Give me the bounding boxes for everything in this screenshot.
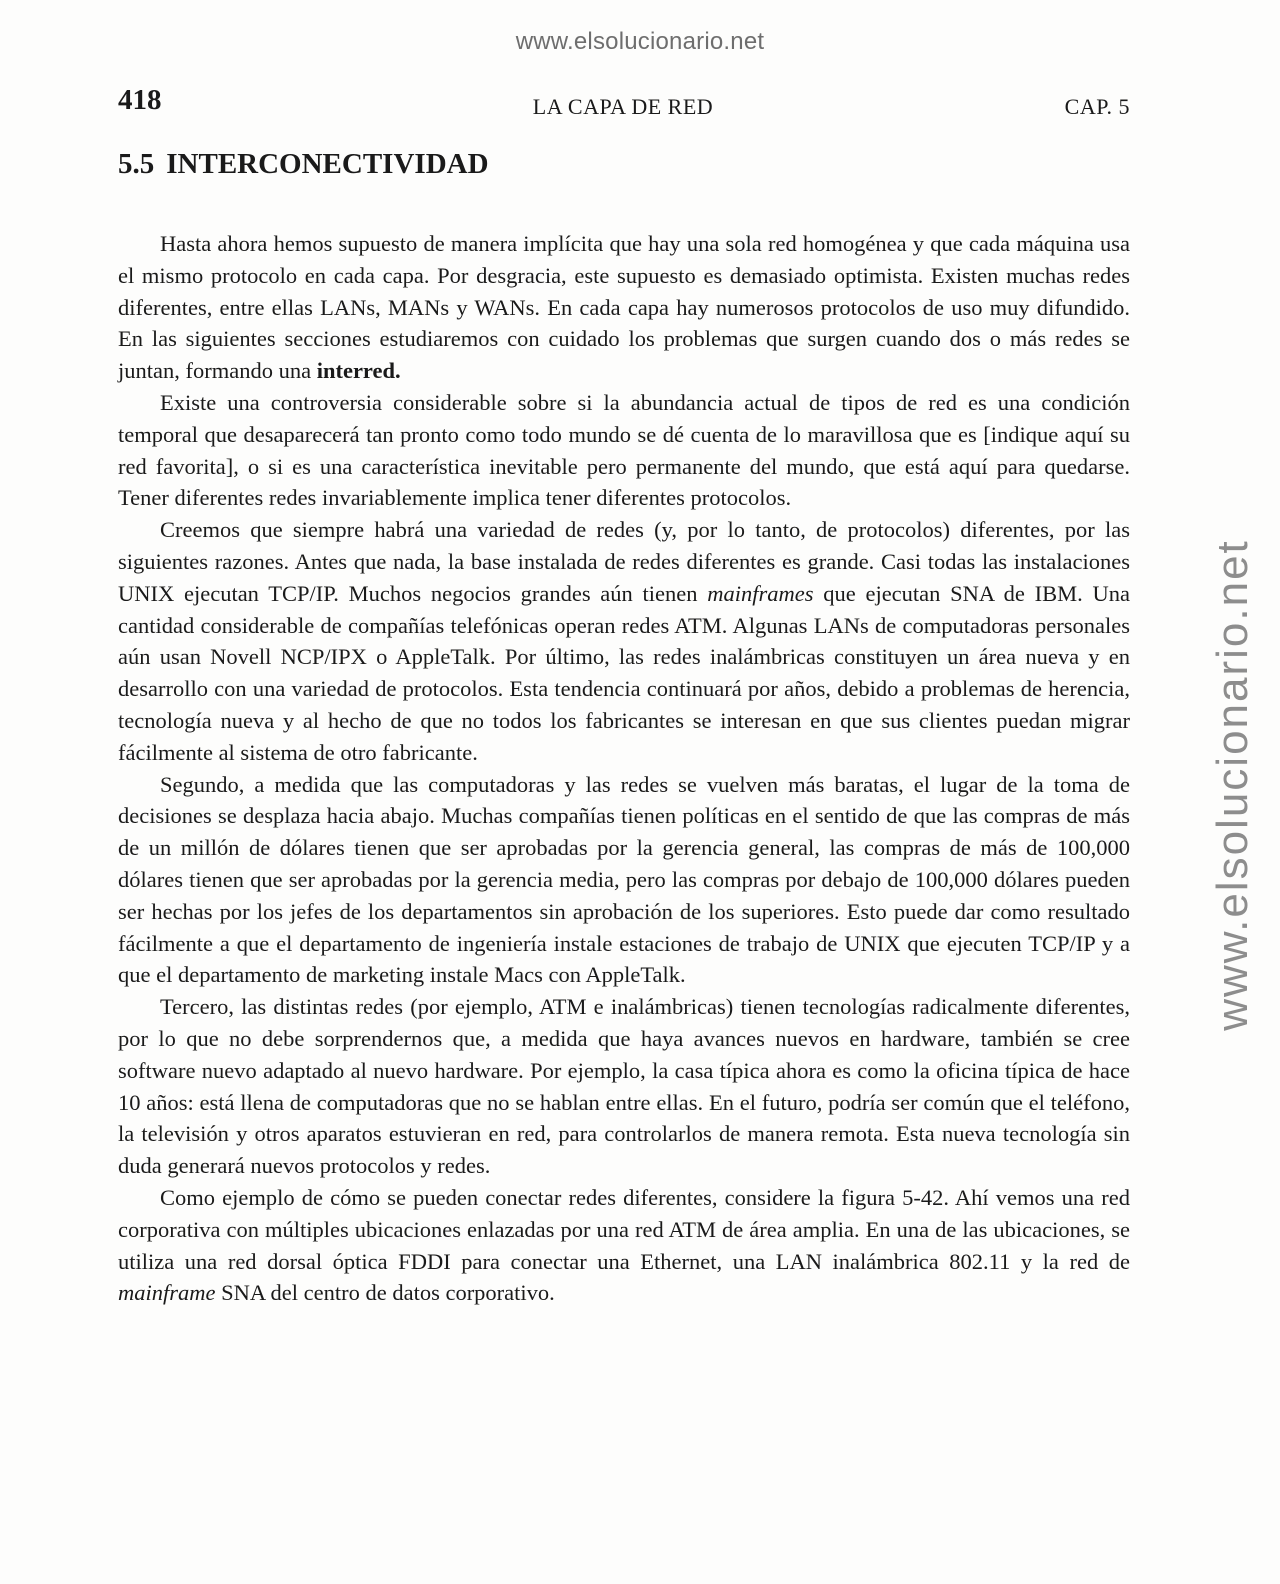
key-term: interred. xyxy=(316,358,401,384)
watermark-top: www.elsolucionario.net xyxy=(515,28,765,55)
paragraph-5 xyxy=(118,991,1130,1182)
italic-term: mainframes xyxy=(707,580,814,606)
paragraph-text: Segundo, a medida que las computadoras y las redes se vuelven más baratas, el lugar de la toma de decisiones se desplaza hacia abajo. Muchas compañías tienen políticas en el sentido de que las compras de más de un millón de dólares tienen que ser aprobadas por la gerencia general, las compras de más de 100,000 dólares tienen que ser aprobadas por la gerencia media, pero las compras por debajo de 100,000 dólares pueden ser hechas por los jefes de los departamentos sin aprobación de los superiores. Esto puede dar como resultado fácilmente a que el departamento de ingeniería instale estaciones de trabajo de UNIX que ejecuten TCP/IP y a que el departamento de marketing instale Macs con AppleTalk. xyxy=(118,771,1130,988)
paragraph-6 xyxy=(118,1182,1130,1309)
paragraph-text: SNA del centro de datos corporativo. xyxy=(215,1280,555,1306)
paragraph-3 xyxy=(118,514,1130,768)
watermark-side: www.elsolucionario.net xyxy=(1208,539,1257,1031)
section-title xyxy=(118,148,489,181)
chapter-label: CAP. 5 xyxy=(1064,94,1130,119)
section-number: 5.5 xyxy=(118,148,155,180)
running-title: LA CAPA DE RED xyxy=(532,94,714,119)
italic-term: mainframe xyxy=(118,1280,216,1306)
paragraph-text: que ejecutan SNA de IBM. Una cantidad considerable de compañías telefónicas operan redes ATM. Algunas LANs de computadoras personales aún usan Novell NCP/IPX o AppleTalk. Por último, las redes inalámbricas constituyen un área nueva y en desarrollo con una variedad de protocolos. Esta tendencia continuará por años, debido a problemas de herencia, tecnología nueva y al hecho de que no todos los fabricantes se interesan en que sus clientes puedan migrar fácilmente al sistema de otro fabricante. xyxy=(118,580,1130,765)
paragraph-text: Existe una controversia considerable sobre si la abundancia actual de tipos de red es una condición temporal que desaparecerá tan pronto como todo mundo se dé cuenta de lo maravillosa que es [indique aquí su red favorita], o si es una característica inevitable pero permanente del mundo, que está aquí para quedarse. Tener diferentes redes invariablemente implica tener diferentes protocolos. xyxy=(118,389,1130,511)
paragraph-text: Como ejemplo de cómo se pueden conectar redes diferentes, considere la figura 5-42. Ahí vemos una red corporativa con múltiples ubicaciones enlazadas por una red ATM de área amplia. En una de las ubicaciones, se utiliza una red dorsal óptica FDDI para conectar una Ethernet, una LAN inalámbrica 802.11 y la red de xyxy=(118,1184,1130,1274)
paragraph-2 xyxy=(118,387,1130,514)
paragraph-4 xyxy=(118,769,1130,992)
body-text xyxy=(118,228,1130,1309)
section-title-text: INTERCONECTIVIDAD xyxy=(166,148,489,180)
paragraph-1 xyxy=(118,228,1130,387)
paragraph-text: Hasta ahora hemos supuesto de manera implícita que hay una sola red homogénea y que cada máquina usa el mismo protocolo en cada capa. Por desgracia, este supuesto es demasiado optimista. Existen muchas redes diferentes, entre ellas LANs, MANs y WANs. En cada capa hay numerosos protocolos de uso muy difundido. En las siguientes secciones estudiaremos con cuidado los problemas que surgen cuando dos o más redes se juntan, formando una xyxy=(118,231,1130,384)
paragraph-text: Tercero, las distintas redes (por ejemplo, ATM e inalámbricas) tienen tecnologías radicalmente diferentes, por lo que no debe sorprendernos que, a medida que haya avances nuevos en hardware, también se cree software nuevo adaptado al nuevo hardware. Por ejemplo, la casa típica ahora es como la oficina típica de hace 10 años: está llena de computadoras que no se hablan entre ellas. En el futuro, podría ser común que el teléfono, la televisión y otros aparatos estuvieran en red, para controlarlos de manera remota. Esta nueva tecnología sin duda generará nuevos protocolos y redes. xyxy=(118,994,1130,1179)
paragraph-text: Creemos que siempre habrá una variedad de redes (y, por lo tanto, de protocolos) diferentes, por las siguientes razones. Antes que nada, la base instalada de redes diferentes es grande. Casi todas las instalaciones UNIX ejecutan TCP/IP. Muchos negocios grandes aún tienen xyxy=(118,517,1130,606)
page-number: 418 xyxy=(118,84,162,116)
